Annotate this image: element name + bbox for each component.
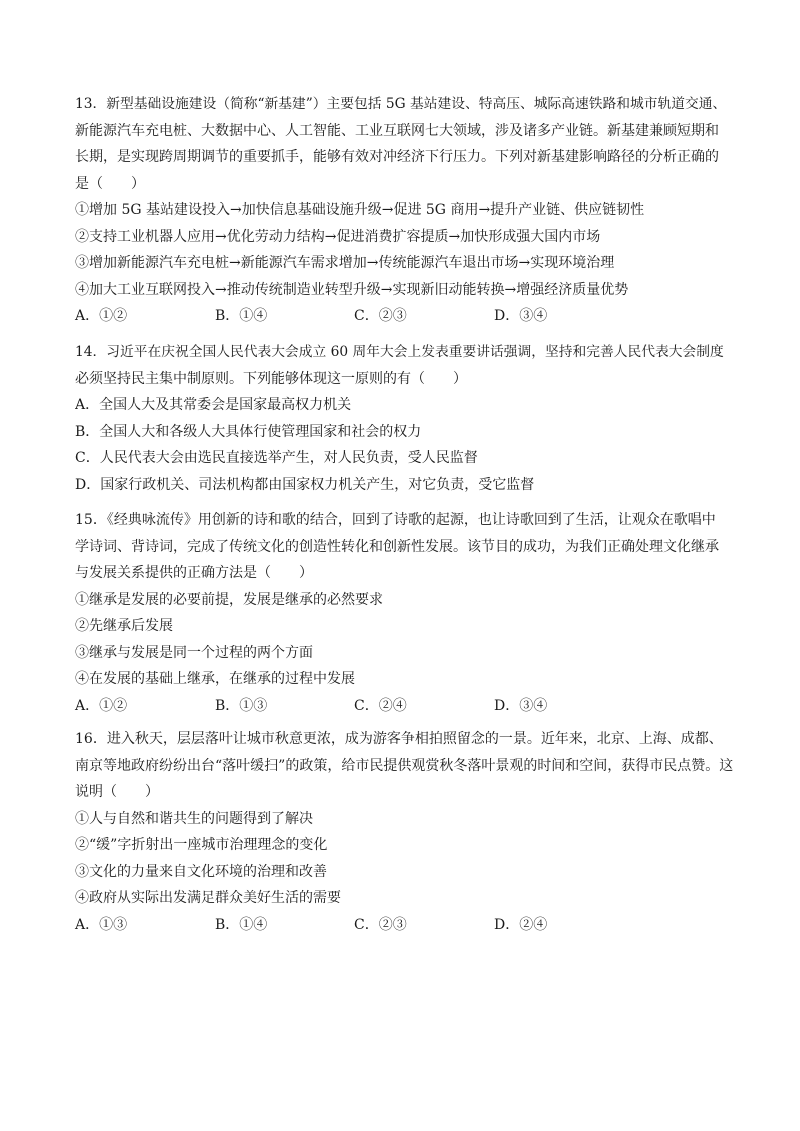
question-stem-line: 是（ ） [75, 175, 145, 192]
answer-choices [75, 303, 735, 330]
statement-item: ③继承与发展是同一个过程的两个方面 [75, 644, 313, 661]
choice-d: D．③④ [494, 308, 548, 324]
choice-d: D．②④ [494, 916, 548, 933]
statement-item: ①增加 5G 基站建设投入→加快信息基础设施升级→促进 5G 商用→提升产业链、供应链韧性 [75, 202, 645, 218]
statement-item: ③文化的力量来自文化环境的治理和改善 [75, 863, 327, 880]
choice-c: C．②③ [354, 308, 407, 324]
question-stem-line: 14．习近平在庆祝全国人民代表大会成立 60 周年大会上发表重要讲话强调，坚持和完善人民代表大会制度 [75, 344, 724, 360]
question-stem-line: 南京等地政府纷纷出台“落叶缓扫”的政策，给市民提供观赏秋冬落叶景观的时间和空间，获得市民点赞。这 [75, 757, 734, 774]
question-stem-line: 长期，是实现跨周期调节的重要抓手，能够有效对冲经济下行压力。下列对新基建影响路径的分析正确的 [75, 149, 719, 165]
choice-a: A．①② [75, 697, 128, 714]
option-item: B．全国人大和各级人大具体行使管理国家和社会的权力 [75, 423, 422, 440]
statement-item: ④在发展的基础上继承，在继承的过程中发展 [75, 671, 355, 687]
choice-b: B．①④ [215, 916, 268, 933]
question-stem-line: 必须坚持民主集中制原则。下列能够体现这一原则的有（ ） [75, 370, 467, 387]
statement-item: ②“缓”字折射出一座城市治理理念的变化 [75, 837, 328, 853]
choice-a: A．①③ [75, 916, 128, 933]
option-item: A．全国人大及其常委会是国家最高权力机关 [75, 397, 352, 413]
choice-b: B．①③ [215, 697, 268, 714]
choice-a: A．①② [75, 308, 128, 324]
statement-item: ①人与自然和谐共生的问题得到了解决 [75, 810, 313, 827]
choice-b: B．①④ [215, 308, 268, 324]
question-stem-line: 说明（ ） [75, 784, 159, 800]
question-15 [75, 507, 735, 719]
question-stem-line: 13．新型基础设施建设（简称“新基建”）主要包括 5G 基站建设、特高压、城际高速铁路和城市轨道交通、 [75, 96, 727, 112]
question-13 [75, 91, 735, 330]
question-14 [75, 339, 735, 498]
choice-c: C．②③ [354, 916, 407, 933]
choice-d: D．③④ [494, 697, 548, 714]
question-stem-line: 学诗词、背诗词，完成了传统文化的创造性转化和创新性发展。该节目的成功，为我们正确处理文化继承 [75, 538, 719, 555]
statement-item: ②支持工业机器人应用→优化劳动力结构→促进消费扩容提质→加快形成强大国内市场 [75, 228, 601, 245]
statement-item: ①继承是发展的必要前提，发展是继承的必然要求 [75, 591, 383, 608]
statement-item: ④政府从实际出发满足群众美好生活的需要 [75, 890, 341, 906]
option-item: D．国家行政机关、司法机构都由国家权力机关产生，对它负责，受它监督 [75, 476, 535, 493]
question-stem-line: 与发展关系提供的正确方法是（ ） [75, 565, 313, 581]
option-item: C．人民代表大会由选民直接选举产生，对人民负责，受人民监督 [75, 450, 478, 466]
question-stem-line: 16．进入秋天，层层落叶让城市秋意更浓，成为游客争相拍照留念的一景。近年来，北京、上海、成都、 [75, 731, 723, 747]
statement-item: ②先继承后发展 [75, 618, 173, 634]
question-stem-line: 15．《经典咏流传》用创新的诗和歌的结合，回到了诗歌的起源，也让诗歌回到了生活，让观众在歌唱中 [75, 512, 716, 528]
statement-item: ③增加新能源汽车充电桩→新能源汽车需求增加→传统能源汽车退出市场→实现环境治理 [75, 255, 615, 271]
answer-choices [75, 693, 735, 720]
choice-c: C．②④ [354, 697, 407, 714]
question-16 [75, 726, 735, 938]
question-stem-line: 新能源汽车充电桩、大数据中心、人工智能、工业互联网七大领域，涉及诸多产业链。新基建兼顾短期和 [75, 122, 719, 139]
answer-choices [75, 912, 735, 939]
statement-item: ④加大工业互联网投入→推动传统制造业转型升级→实现新旧动能转换→增强经济质量优势 [75, 281, 629, 298]
